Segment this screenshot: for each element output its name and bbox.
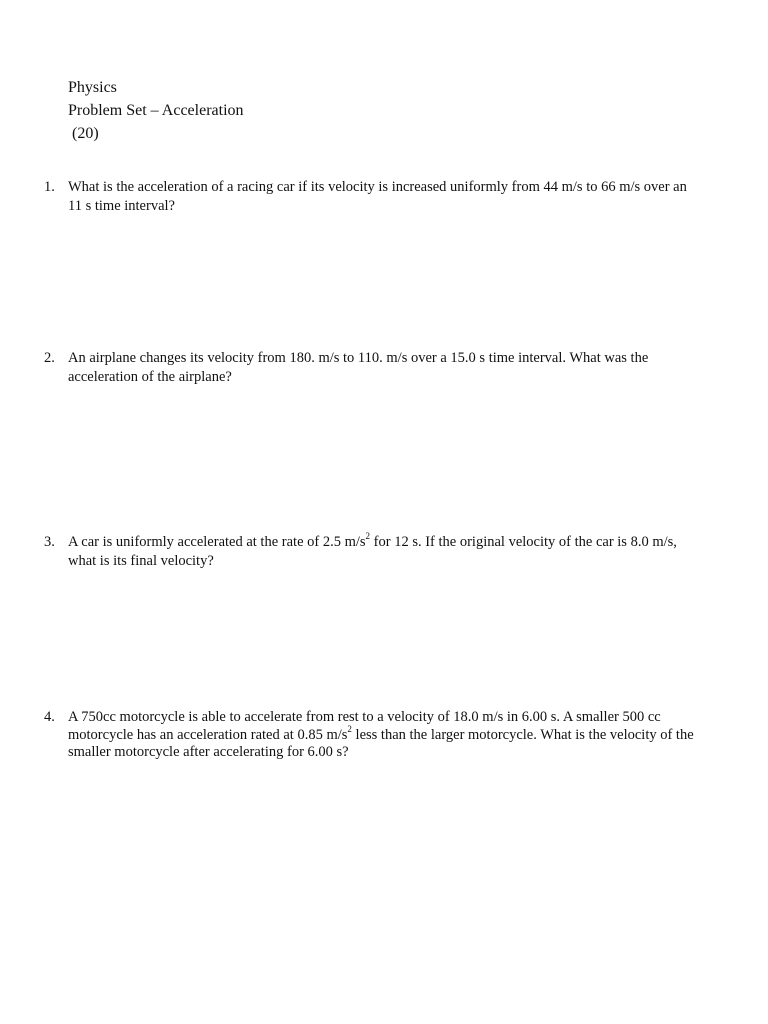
- question-text: [68, 533, 704, 571]
- question-number: 3.: [44, 534, 55, 550]
- question-text: An airplane changes its velocity from 180. m/s to 110. m/s over a 15.0 s time interval. What was the acceleration of the airplane?: [68, 350, 649, 385]
- worksheet-header: [68, 76, 244, 145]
- total-points: (20): [72, 125, 99, 142]
- question-text-part: for 12 s. If the original velocity of the car is 8.0 m/s, what is its final velocity?: [68, 534, 677, 569]
- question-text-part: A car is uniformly accelerated at the rate of 2.5 m/s: [68, 534, 366, 550]
- unit-exponent: 2: [347, 723, 352, 734]
- question-text-part: A 750cc motorcycle is able to accelerate from rest to a velocity of 18.0 m/s in 6.00 s. A smaller 500 cc motorcycle has an acceleration rated at 0.85 m/s: [68, 709, 661, 743]
- subject-label: Physics: [68, 79, 117, 96]
- question-text: What is the acceleration of a racing car if its velocity is increased uniformly from 44 m/s to 66 m/s over an 11 s time interval?: [68, 179, 687, 214]
- problem-set-title: Problem Set – Acceleration: [68, 102, 244, 119]
- unit-exponent: 2: [365, 531, 371, 542]
- question-number: 2.: [44, 350, 55, 366]
- question-item: [44, 349, 704, 387]
- question-number: 1.: [44, 179, 55, 195]
- question-item: [44, 533, 704, 571]
- question-number: 4.: [44, 709, 55, 725]
- question-item: [44, 178, 704, 216]
- question-text: [68, 709, 704, 762]
- question-text-part: less than the larger motorcycle. What is the velocity of the smaller motorcycle after accelerating for 6.00 s?: [68, 726, 694, 760]
- question-item: [44, 709, 704, 762]
